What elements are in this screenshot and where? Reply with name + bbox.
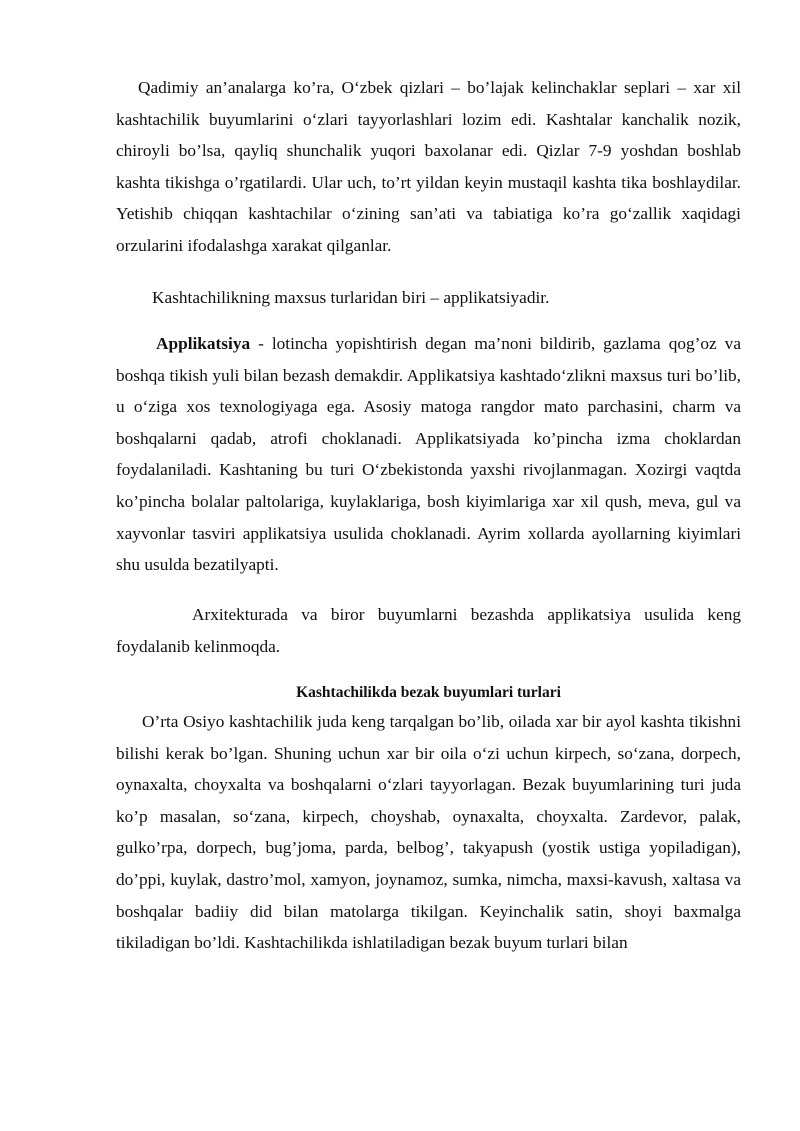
section-heading: Kashtachilikda bezak buyumlari turlari <box>296 684 561 701</box>
paragraph-applique-intro: Kashtachilikning maxsus turlaridan biri – applikatsiyadir. <box>152 288 550 307</box>
paragraph-applique-definition <box>116 328 741 581</box>
term-applikatsiya: Applikatsiya <box>156 334 251 353</box>
paragraph-central-asia: O’rta Osiyo kashtachilik juda keng tarqalgan bo’lib, oilada xar bir ayol kashta tikishni bilishi kerak bo’lgan. Shuning uchun xar bir oila o‘zi uchun kirpech, so‘zana, dorpech, oynaxalta, choyxalta va boshqalarni o‘zlari tayyorlagan. Bezak buyumlarining turi juda ko’p masalan, so‘zana, kirpech, choyshab, oynaxalta, choyxalta. Zardevor, palak, gulko’rpa, dorpech, bug’joma, parda, belbog’, takyapush (yostik ustiga yopiladigan), do’ppi, kuylak, dastro’mol, xamyon, joynamoz, sumka, nimcha, maxsi-kavush, xaltasa va boshqalar badiiy did bilan matolarga tikilgan. Keyinchalik satin, shoyi baxmalga tikiladigan bo’ldi. Kashtachilikda ishlatiladigan bezak buyum turlari bilan <box>116 712 741 953</box>
paragraph-architecture: Arxitekturada va biror buyumlarni bezashda applikatsiya usulida keng foydalanib kelinmoqda. <box>116 605 741 656</box>
paragraph-tradition: Qadimiy an’analarga ko’ra, O‘zbek qizlari – bo’lajak kelinchaklar seplari – xar xil kashtachilik buyumlarini o‘zlari tayyorlashlari lozim edi. Kashtalar kanchalik nozik, chiroyli bo’lsa, qayliq shunchalik yuqori baxolanar edi. Qizlar 7-9 yoshdan boshlab kashta tikishga o’rgatilardi. Ular uch, to’rt yildan keyin mustaqil kashta tika boshlaydilar. Yetishib chiqqan kashtachilar o‘zining san’ati va tabiatiga ko’ra go‘zallik xaqidagi orzularini ifodalashga xarakat qilganlar. <box>116 78 741 255</box>
paragraph-applique-definition-text: - lotincha yopishtirish degan ma’noni bildirib, gazlama qog’oz va boshqa tikish yuli bilan bezash demakdir. Applikatsiya kashtado‘zlikni maxsus turi bo’lib, u o‘ziga xos texnologiyaga ega. Asosiy matoga rangdor mato parchasini, charm va boshqalarni qadab, atrofi choklanadi. Applikatsiyada ko’pincha izma choklardan foydalaniladi. Kashtaning bu turi O‘zbekistonda yaxshi rivojlanmagan. Xozirgi vaqtda ko’pincha bolalar paltolariga, kuylaklariga, bosh kiyimlariga xar xil qush, meva, gul va xayvonlar tasviri applikatsiya usulida choklanadi. Ayrim xollarda ayollarning kiyimlari shu usulda bezatilyapti. <box>116 334 741 575</box>
